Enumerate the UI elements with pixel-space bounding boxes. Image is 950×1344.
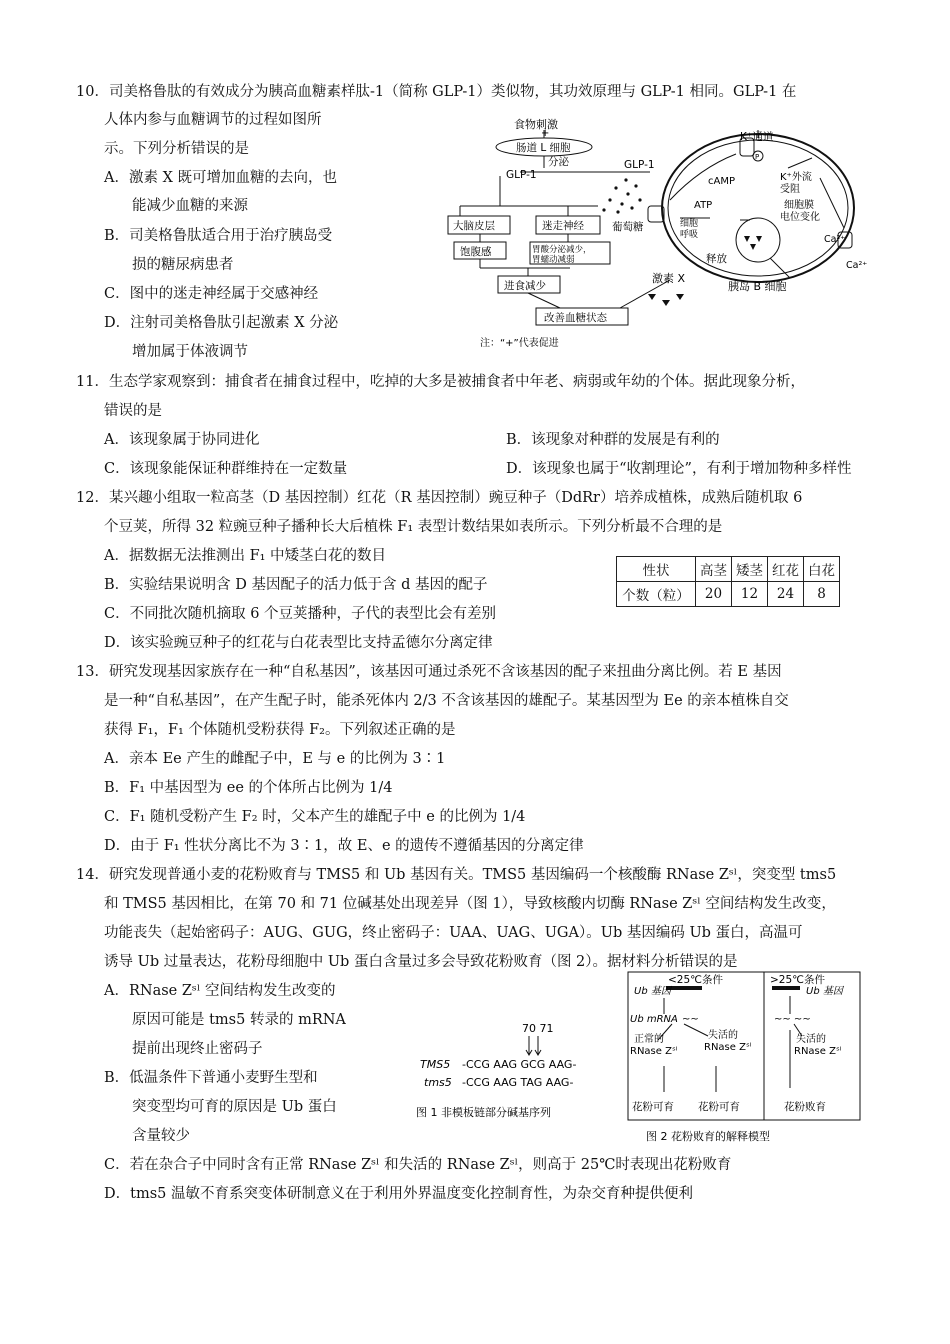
label-k-out-2: 受阻 — [780, 184, 800, 195]
table-header-row — [617, 557, 840, 582]
q12-option-a: A．据数据无法推测出 F₁ 中矮茎白花的数目 — [104, 548, 387, 564]
q11-option-c: C．该现象能保证种群维持在一定数量 — [104, 461, 348, 477]
fig2-high: >25℃条件 — [770, 974, 825, 986]
table-cell: 个数（粒） — [617, 582, 696, 607]
label-hormone-x: 激素 X — [652, 272, 686, 285]
fig1-row1-seq: -CCG AAG GCG AAG- — [462, 1058, 577, 1071]
q11-stem-line2: 错误的是 — [104, 403, 162, 419]
table-cell: 8 — [804, 582, 840, 607]
q14-option-b-line2: 突变型均可育的原因是 Ub 蛋白 — [132, 1099, 337, 1115]
fig2-inactive-1: 失活的 — [708, 1030, 738, 1041]
label-stomach-1: 胃酸分泌减少， — [532, 245, 592, 255]
label-release: 释放 — [706, 253, 727, 265]
q10-glp1-diagram — [440, 108, 880, 356]
fig2-inactive-2: RNase Zˢˡ — [704, 1042, 752, 1053]
q14-stem-line3: 功能丧失（起始密码子：AUG、GUG，终止密码子：UAA、UAG、UGA）。Ub 基因编码 Ub 蛋白，高温可 — [104, 925, 803, 941]
q13-option-b: B．F₁ 中基因型为 ee 的个体所占比例为 1/4 — [104, 780, 393, 796]
q14-option-b-line1: B．低温条件下普通小麦野生型和 — [104, 1070, 318, 1086]
q11-stem-line1: 11．生态学家观察到：捕食者在捕食过程中，吃掉的大多是被捕食者中年老、病弱或年幼的个体。据此现象分析， — [76, 374, 805, 390]
ub-gene-bar-left — [666, 986, 702, 990]
q14-option-a-line2: 原因可能是 tms5 转录的 mRNA — [132, 1012, 346, 1028]
label-glp1: GLP-1 — [506, 169, 537, 181]
table-cell: 12 — [732, 582, 768, 607]
q10-stem-line1: 10．司美格鲁肽的有效成分为胰高血糖素样肽-1（简称 GLP-1）类似物，其功效原理与 GLP-1 相同。GLP-1 在 — [76, 84, 797, 100]
q13-stem-line2: 是一种“自私基因”，在产生配子时，能杀死体内 2/3 不含该基因的雄配子。某基因型为 Ee 的亲本植株自交 — [104, 693, 789, 709]
table-row — [617, 582, 840, 607]
fig2-caption: 图 2 花粉败育的解释模型 — [646, 1130, 770, 1143]
q14-option-c: C．若在杂合子中同时含有正常 RNase Zˢˡ 和失活的 RNase Zˢˡ，则高于 25℃时表现出花粉败育 — [104, 1157, 732, 1173]
q12-stem-line1: 12．某兴趣小组取一粒高茎（D 基因控制）红花（R 基因控制）豌豆种子（DdRr）培养成植株，成熟后随机取 6 — [76, 490, 803, 506]
table-cell: 24 — [768, 582, 804, 607]
label-k-channel: K⁺通道 — [740, 131, 774, 143]
q13-option-c: C．F₁ 随机受粉产生 F₂ 时，父本产生的雄配子中 e 的比例为 1/4 — [104, 809, 526, 825]
ub-gene-bar-right — [772, 986, 800, 990]
q12-option-d: D．该实验豌豆种子的红花与白花表型比支持孟德尔分离定律 — [104, 635, 493, 651]
label-membrane-1: 细胞膜 — [784, 200, 814, 211]
fig1-caption: 图 1 非模板链部分碱基序列 — [416, 1106, 551, 1119]
label-food: 食物刺激 — [514, 118, 558, 131]
fig2-sterile: 花粉败育 — [784, 1101, 826, 1113]
fig2-fertile2: 花粉可育 — [698, 1101, 740, 1113]
label-camp: cAMP — [708, 176, 735, 187]
fig2-fertile1: 花粉可育 — [632, 1101, 674, 1113]
q14-option-a-line1: A．RNase Zˢˡ 空间结构发生改变的 — [104, 983, 336, 999]
fig2-low: <25℃条件 — [668, 974, 723, 986]
label-membrane-2: 电位变化 — [780, 212, 820, 223]
q12-stem-line2: 个豆荚，所得 32 粒豌豆种子播种长大后植株 F₁ 表型计数结果如表所示。下列分析最不合理的是 — [104, 519, 723, 535]
q14-option-a-line3: 提前出现终止密码子 — [132, 1041, 263, 1057]
table-cell: 20 — [696, 582, 732, 607]
q13-option-a: A．亲本 Ee 产生的雌配子中，E 与 e 的比例为 3∶1 — [104, 751, 446, 767]
hormone-x-marks — [648, 236, 762, 306]
label-eat-less: 进食减少 — [504, 280, 546, 292]
label-glp1-b: GLP-1 — [624, 159, 655, 171]
label-improve: 改善血糖状态 — [544, 312, 607, 324]
q14-stem-line2: 和 TMS5 基因相比，在第 70 和 71 位碱基处出现差异（图 1），导致核酸内切酶 RNase Zˢˡ 空间结构发生改变， — [104, 896, 836, 912]
table-cell: 矮茎 — [732, 557, 768, 582]
q13-stem-line1: 13．研究发现基因家族存在一种“自私基因”，该基因可通过杀死不含该基因的配子来扭曲分离比例。若 E 基因 — [76, 664, 782, 680]
table-cell: 红花 — [768, 557, 804, 582]
q14-stem-line4: 诱导 Ub 过量表达，花粉母细胞中 Ub 蛋白含量过多会导致花粉败育（图 2）。据材料分析错误的是 — [104, 954, 738, 970]
fig1-row2-label: tms5 — [424, 1076, 452, 1089]
q14-figure2 — [624, 970, 864, 1146]
q11-option-b: B．该现象对种群的发展是有利的 — [506, 432, 720, 448]
fig1-row2-seq: -CCG AAG TAG AAG- — [462, 1076, 574, 1089]
table-cell: 性状 — [617, 557, 696, 582]
label-atp: ATP — [694, 200, 713, 211]
label-p: P — [755, 153, 760, 161]
q11-option-d: D．该现象也属于“收割理论”，有利于增加物种多样性 — [506, 461, 852, 477]
label-resp-2: 呼吸 — [680, 230, 699, 240]
q13-stem-line3: 获得 F₁，F₁ 个体随机受粉获得 F₂。下列叙述正确的是 — [104, 722, 456, 738]
q14-stem-line1: 14．研究发现普通小麦的花粉败育与 TMS5 和 Ub 基因有关。TMS5 基因编码一个核酸酶 RNase Zˢˡ，突变型 tms5 — [76, 867, 837, 883]
q12-table — [616, 556, 840, 607]
fig2-wave-2: ~~ ~~ — [774, 1014, 811, 1025]
fig1-row1-label: TMS5 — [420, 1058, 451, 1071]
q12-option-b: B．实验结果说明含 D 基因配子的活力低于含 d 基因的配子 — [104, 577, 488, 593]
table-cell: 白花 — [804, 557, 840, 582]
table-cell: 高茎 — [696, 557, 732, 582]
q10-stem-line3: 示。下列分析错误的是 — [104, 141, 249, 157]
q14-option-b-line3: 含量较少 — [132, 1128, 190, 1144]
label-ca: Ca²⁺ — [824, 234, 846, 245]
fig2-inactive2-2: RNase Zˢˡ — [794, 1046, 842, 1057]
q10-stem-line2: 人体内参与血糖调节的过程如图所 — [104, 112, 322, 128]
q10-option-d-line1: D．注射司美格鲁肽引起激素 X 分泌 — [104, 315, 339, 331]
label-l-cell: 肠道 L 细胞 — [516, 142, 571, 154]
fig2-normal-1: 正常的 — [634, 1034, 664, 1045]
label-full: 饱腹感 — [460, 246, 492, 258]
glucose-dots — [602, 178, 641, 213]
fig2-wave-1: ~~ — [682, 1014, 699, 1025]
label-secrete: 分泌 — [548, 156, 569, 168]
fig2-inactive2-1: 失活的 — [796, 1034, 826, 1045]
q10-option-a-line2: 能减少血糖的来源 — [132, 198, 248, 214]
q10-option-b-line1: B．司美格鲁肽适合用于治疗胰岛受 — [104, 228, 333, 244]
q11-option-a: A．该现象属于协同进化 — [104, 432, 260, 448]
q10-option-c: C．图中的迷走神经属于交感神经 — [104, 286, 319, 302]
q10-option-b-line2: 损的糖尿病患者 — [132, 257, 234, 273]
label-resp-1: 细胞 — [680, 219, 699, 229]
q14-option-d: D．tms5 温敏不育系突变体研制意义在于利用外界温度变化控制育性，为杂交育种提供便利 — [104, 1186, 693, 1202]
label-k-out-1: K⁺外流 — [780, 172, 812, 183]
q13-option-d: D．由于 F₁ 性状分离比不为 3∶1，故 E、e 的遗传不遵循基因的分离定律 — [104, 838, 584, 854]
label-glucose: 葡萄糖 — [612, 221, 644, 233]
label-note: 注：“+”代表促进 — [480, 338, 559, 349]
q12-option-c: C．不同批次随机摘取 6 个豆荚播种，子代的表型比会有差别 — [104, 606, 497, 622]
q10-option-d-line2: 增加属于体液调节 — [132, 344, 248, 360]
q10-option-a-line1: A．激素 X 既可增加血糖的去向，也 — [104, 170, 338, 186]
fig2-normal-2: RNase Zˢˡ — [630, 1046, 678, 1057]
fig2-ub-gene2: Ub 基因 — [806, 986, 843, 997]
fig2-ub-mrna: Ub mRNA — [630, 1014, 678, 1025]
label-vagus: 迷走神经 — [542, 220, 584, 232]
q14-figure1 — [410, 1018, 610, 1124]
fig2-ub-gene: Ub 基因 — [634, 986, 671, 997]
label-cortex: 大脑皮层 — [453, 220, 495, 232]
label-stomach-2: 胃蠕动减弱 — [532, 255, 575, 265]
label-b-cell: 胰岛 B 细胞 — [728, 280, 787, 293]
label-plus: + — [541, 128, 550, 139]
label-ca2: Ca²⁺ — [846, 260, 868, 271]
fig1-positions: 70 71 — [522, 1022, 554, 1035]
